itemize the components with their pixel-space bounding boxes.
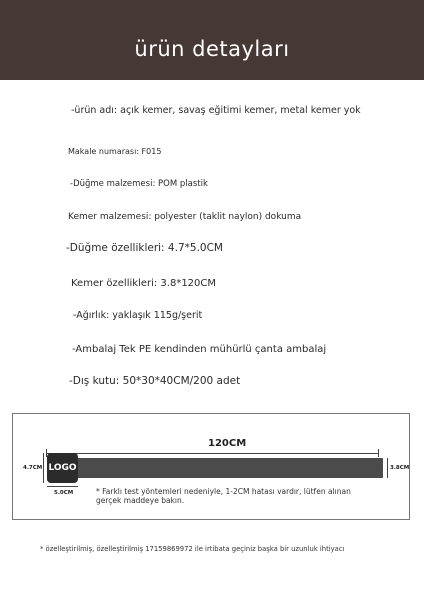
belt-strap [50, 458, 383, 478]
buckle-width-line [47, 486, 78, 487]
belt-size-diagram [12, 413, 410, 520]
tolerance-note: * Farklı test yöntemleri nedeniyle, 1-2CM hatası vardır, lütfen alınan gerçek maddeye bakın. [96, 487, 351, 505]
buckle-logo-text: LOGO [48, 463, 77, 473]
buckle-height-label: 4.7CM [23, 465, 43, 471]
page-title: ürün detayları [134, 37, 290, 61]
spec-packaging: -Ambalaj Tek PE kendinden mühürlü çanta ambalaj [72, 344, 327, 355]
length-label: 120CM [208, 438, 247, 449]
spec-outer-box: -Dış kutu: 50*30*40CM/200 adet [69, 375, 241, 387]
spec-weight: -Ağırlık: yaklaşık 115g/şerit [73, 310, 203, 321]
length-dimension-line [46, 453, 378, 454]
spec-belt-material: Kemer malzemesi: polyester (taklit naylon) dokuma [68, 212, 302, 222]
spec-product-name: -ürün adı: açık kemer, savaş eğitimi kemer, metal kemer yok [71, 105, 361, 116]
spec-belt-size: Kemer özellikleri: 3.8*120CM [71, 278, 217, 289]
customization-footnote: * özelleştirilmiş, özelleştirilmiş 17159869972 ile irtibata geçiniz başka bir uzunluk ihtiyacı [40, 545, 345, 553]
strap-width-line [387, 458, 388, 478]
buckle-width-label: 5.0CM [54, 490, 74, 496]
spec-article-number: Makale numarası: F015 [68, 147, 162, 156]
header-banner [0, 0, 424, 80]
spec-buckle-size: -Düğme özellikleri: 4.7*5.0CM [66, 242, 223, 254]
buckle-logo [47, 453, 78, 483]
buckle-height-line [43, 453, 44, 483]
length-tick-right [378, 449, 379, 457]
strap-width-label: 3.8CM [390, 465, 410, 471]
spec-buckle-material: -Düğme malzemesi: POM plastik [70, 179, 208, 189]
